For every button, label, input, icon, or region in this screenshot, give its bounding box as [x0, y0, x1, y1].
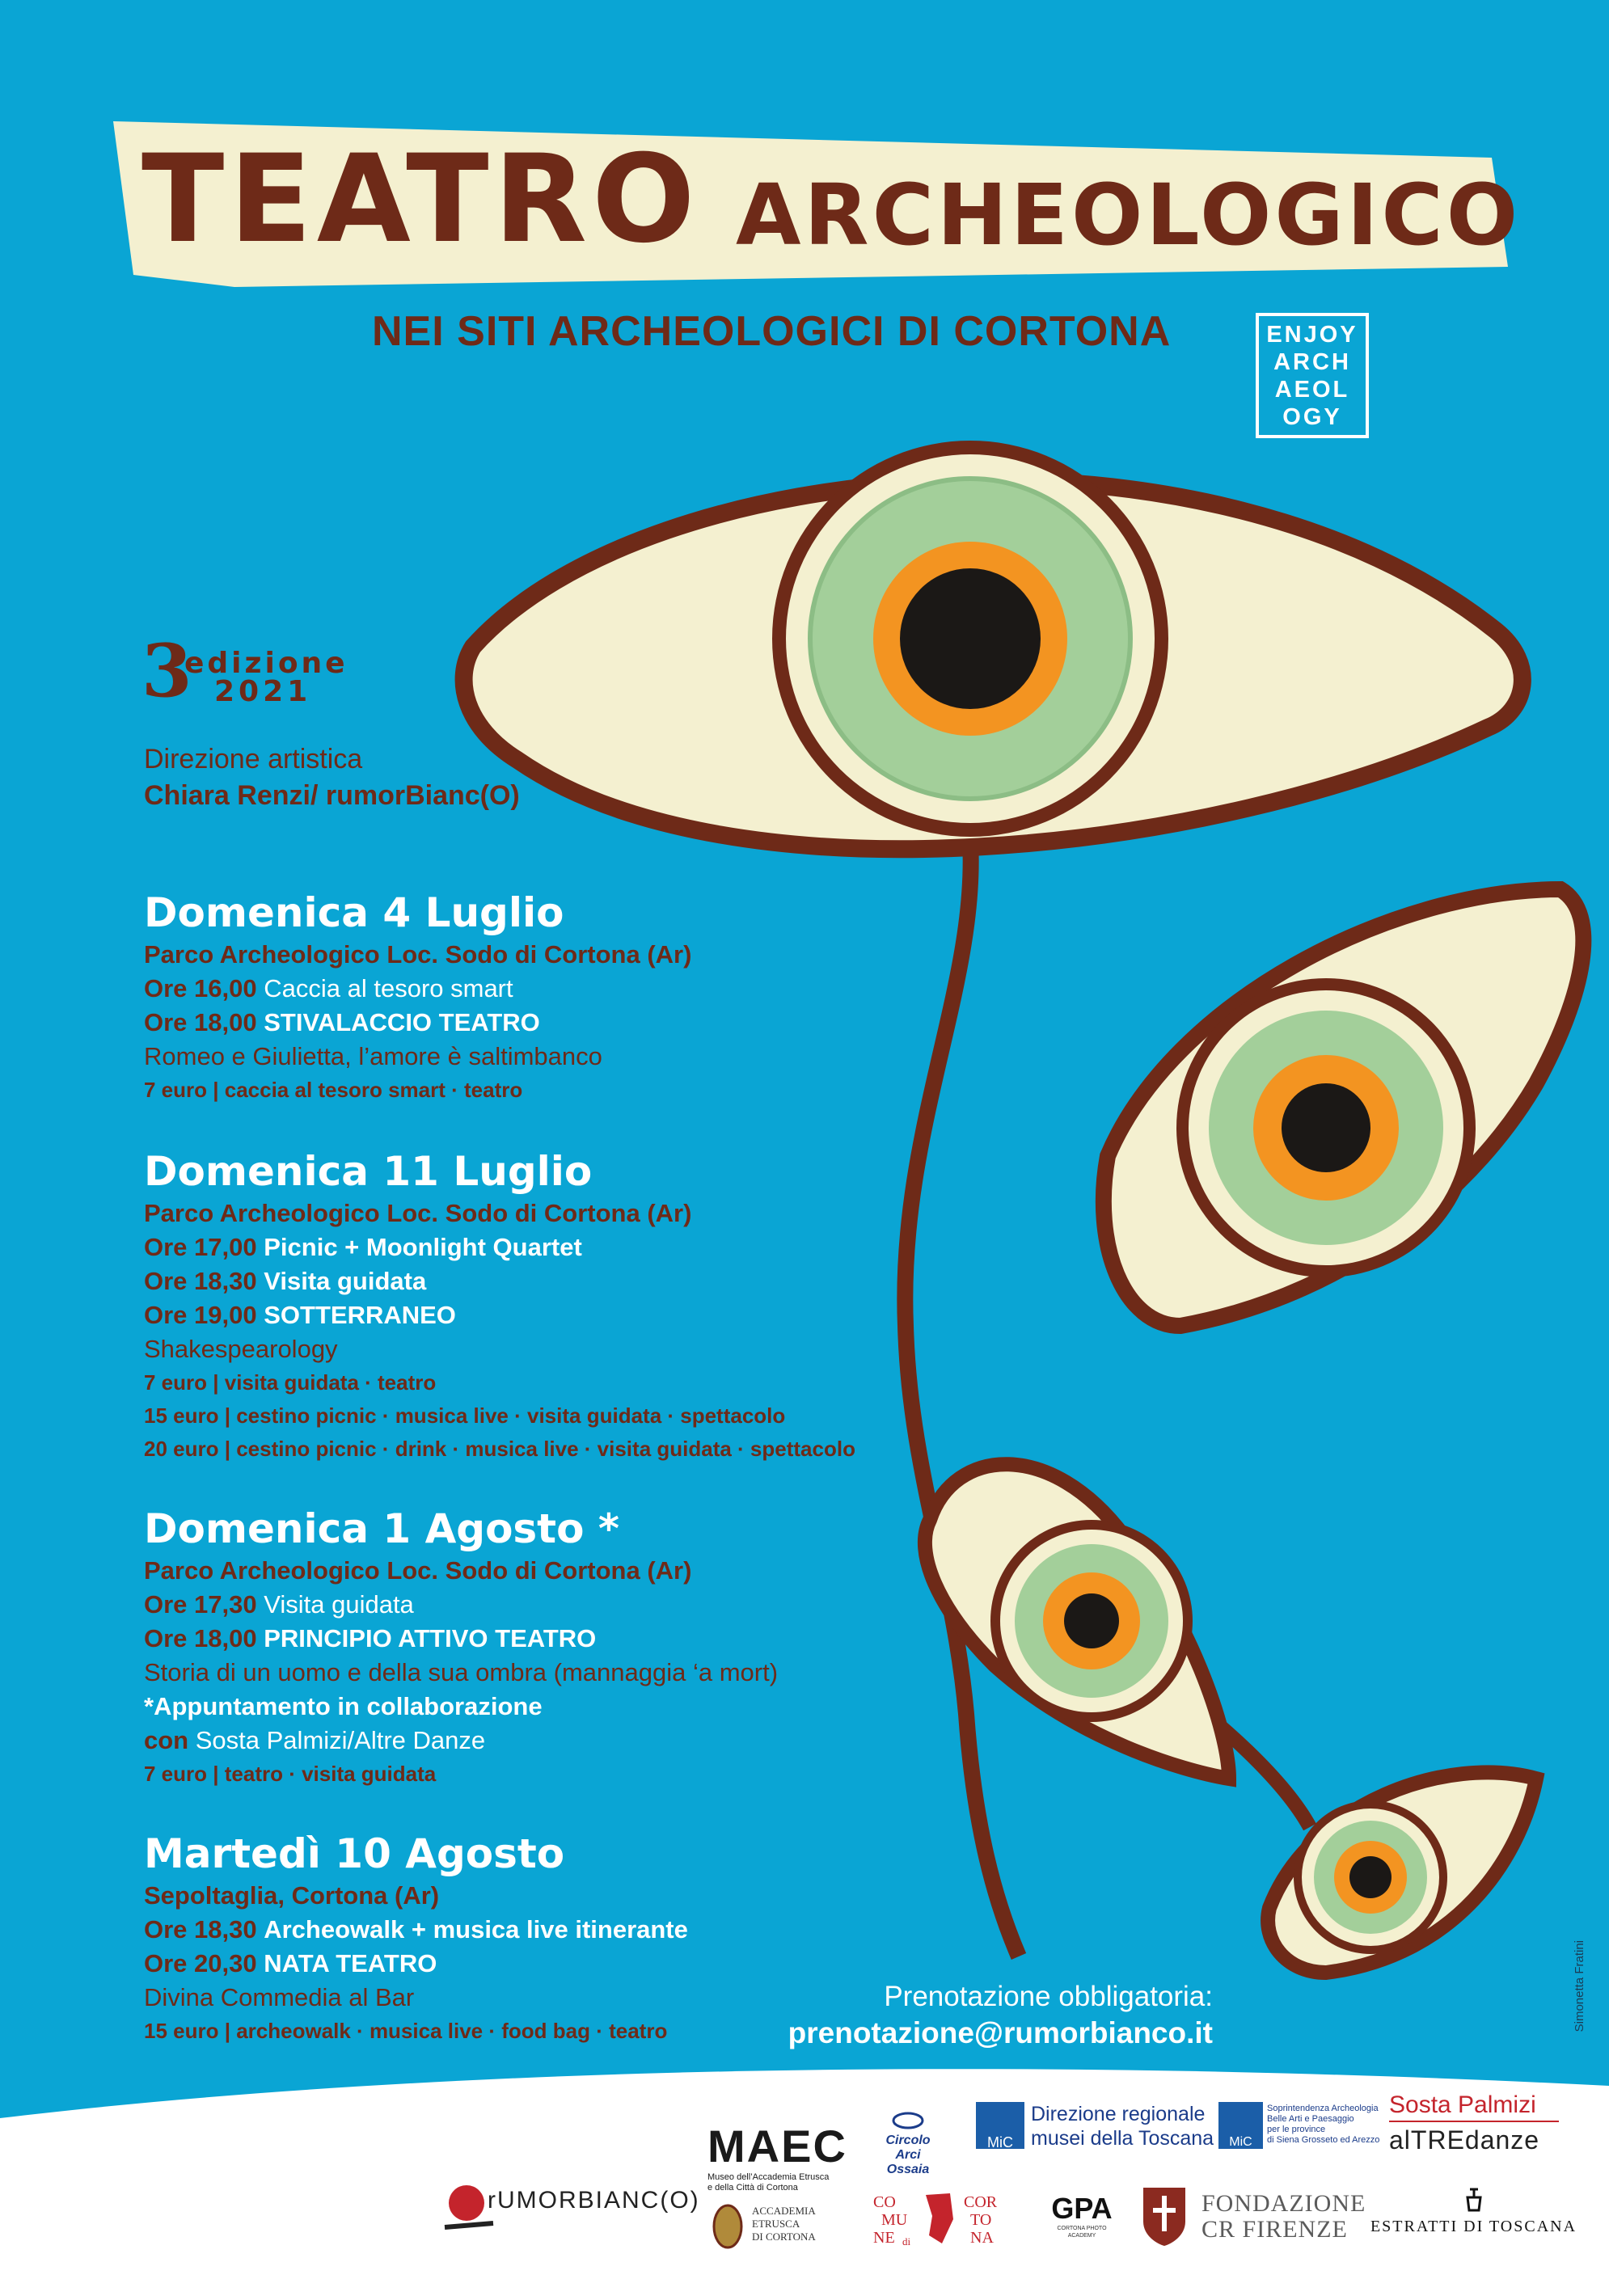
comune-cortona-logo — [873, 2187, 1011, 2260]
gpa-title: GPA — [1051, 2192, 1113, 2225]
arci-emblem-icon — [892, 2112, 924, 2129]
enjoy-archaeology-badge — [1256, 313, 1369, 438]
fondazione-crest-icon — [1138, 2183, 1190, 2247]
event-price: 15 euro | cestino picnic · musica live · visita guidata · spettacolo — [144, 1403, 786, 1428]
cortona-text: COR — [964, 2193, 998, 2211]
mic-emblem: MiC — [976, 2102, 1024, 2149]
maec-logo — [707, 2120, 847, 2193]
sosta-palmizi-logo — [1389, 2090, 1559, 2158]
event-note: *Appuntamento in collaborazione — [144, 1692, 543, 1720]
gpa-logo — [1049, 2193, 1114, 2239]
event-show: Shakespearology — [144, 1335, 338, 1363]
accademia-seal-icon — [712, 2203, 744, 2250]
event-time: Ore 20,30 — [144, 1949, 257, 1977]
direction-name: Chiara Renzi/ rumorBianc(O) — [144, 780, 520, 811]
altre-danze-name: alTREdanze — [1389, 2125, 1540, 2155]
event-4 — [144, 1829, 688, 2048]
badge-line: ARCH — [1273, 349, 1351, 375]
arci-logo — [876, 2112, 940, 2177]
event-activity: Visita guidata — [264, 1267, 427, 1295]
event-date: Martedì 10 Agosto — [144, 1830, 565, 1877]
event-1 — [144, 888, 691, 1107]
subtitle: NEI SITI ARCHEOLOGICI DI CORTONA — [372, 308, 1172, 355]
event-time: Ore 16,00 — [144, 974, 257, 1002]
event-note-partner: Sosta Palmizi/Altre Danze — [195, 1726, 486, 1754]
mic-line: Direzione regionale — [1031, 2103, 1206, 2125]
accademia-line: ETRUSCA — [752, 2218, 800, 2230]
maec-subtitle: e della Città di Cortona — [707, 2183, 798, 2193]
event-price: 7 euro | caccia al tesoro smart · teatro — [144, 1078, 523, 1102]
comune-text: MU — [881, 2211, 908, 2229]
event-activity: Caccia al tesoro smart — [264, 974, 513, 1002]
event-show: Divina Commedia al Bar — [144, 1983, 415, 2011]
arci-name: Circolo Arci — [885, 2134, 931, 2162]
event-activity: Picnic + Moonlight Quartet — [264, 1233, 582, 1261]
edition-number: 3 — [141, 628, 192, 714]
event-note-prefix: con — [144, 1726, 189, 1754]
estratti-name: ESTRATTI DI TOSCANA — [1370, 2218, 1577, 2235]
event-company: SOTTERRANEO — [264, 1301, 456, 1329]
event-time: Ore 18,00 — [144, 1624, 257, 1652]
maec-subtitle: Museo dell’Accademia Etrusca — [707, 2172, 830, 2182]
booking-email[interactable]: prenotazione@rumorbianco.it — [788, 2016, 1213, 2049]
fondazione-line: CR FIRENZE — [1201, 2216, 1348, 2243]
estratti-bottle-icon — [1465, 2188, 1483, 2212]
event-2 — [144, 1146, 855, 1466]
event-show: Romeo e Giulietta, l’amore è saltimbanco — [144, 1042, 602, 1070]
event-price: 15 euro | archeowalk · musica live · food bag · teatro — [144, 2019, 668, 2043]
comune-text: NE — [873, 2229, 895, 2247]
event-time: Ore 19,00 — [144, 1301, 257, 1329]
event-activity: Visita guidata — [264, 1590, 414, 1619]
event-time: Ore 17,00 — [144, 1233, 257, 1261]
sopr-line: Belle Arti e Paesaggio — [1267, 2114, 1354, 2124]
event-3 — [144, 1504, 778, 1791]
comune-lion-icon — [918, 2187, 958, 2245]
rumorbianco-name: rUMORBIANC(O) — [488, 2187, 700, 2214]
event-company: NATA TEATRO — [264, 1949, 437, 1977]
edition-year: 2021 — [214, 675, 312, 708]
maec-title: MAEC — [707, 2121, 847, 2171]
sopr-line: per le province — [1267, 2125, 1326, 2134]
artist-credit: Simonetta Fratini — [1573, 1940, 1586, 2032]
badge-line: ENJOY — [1266, 322, 1358, 348]
badge-line: AEOL — [1274, 377, 1350, 403]
event-company: STIVALACCIO TEATRO — [264, 1008, 540, 1036]
gpa-subtitle: CORTONA PHOTO ACADEMY — [1057, 2226, 1107, 2239]
sopr-line: Soprintendenza Archeologia — [1267, 2104, 1379, 2113]
event-time: Ore 18,00 — [144, 1008, 257, 1036]
comune-text: CO — [873, 2193, 896, 2211]
edition-label: edizione — [184, 647, 348, 680]
event-date: Domenica 11 Luglio — [144, 1148, 593, 1195]
event-time: Ore 18,30 — [144, 1915, 257, 1944]
event-show: Storia di un uomo e della sua ombra (mannaggia ‘a mort) — [144, 1658, 779, 1686]
event-price: 20 euro | cestino picnic · drink · musica live · visita guidata · spettacolo — [144, 1437, 855, 1461]
event-price: 7 euro | visita guidata · teatro — [144, 1370, 437, 1395]
badge-line: OGY — [1282, 404, 1342, 430]
event-date: Domenica 4 Luglio — [144, 889, 564, 936]
event-time: Ore 17,30 — [144, 1590, 257, 1619]
cortona-text: TO — [970, 2211, 992, 2229]
sosta-name: Sosta Palmizi — [1389, 2090, 1559, 2122]
comune-di: di — [902, 2235, 911, 2247]
estratti-di-toscana-logo — [1366, 2188, 1581, 2237]
event-place: Parco Archeologico Loc. Sodo di Cortona (Ar) — [144, 1556, 692, 1585]
mic-line: musei della Toscana — [1031, 2127, 1214, 2150]
event-activity: Archeowalk + musica live itinerante — [264, 1915, 688, 1944]
direction-label: Direzione artistica — [144, 744, 363, 774]
title-teatro: TEATRO — [141, 129, 700, 270]
event-date: Domenica 1 Agosto * — [144, 1505, 619, 1552]
accademia-line: DI CORTONA — [752, 2231, 816, 2243]
fondazione-line: FONDAZIONE — [1201, 2190, 1366, 2217]
mic-emblem: MiC — [1218, 2102, 1263, 2149]
event-place: Parco Archeologico Loc. Sodo di Cortona (Ar) — [144, 1199, 692, 1227]
accademia-line: ACCADEMIA — [752, 2205, 816, 2217]
booking-label: Prenotazione obbligatoria: — [884, 1981, 1213, 2012]
sopr-line: di Siena Grosseto ed Arezzo — [1267, 2135, 1380, 2145]
event-time: Ore 18,30 — [144, 1267, 257, 1295]
cortona-text: NA — [970, 2229, 994, 2247]
event-place: Parco Archeologico Loc. Sodo di Cortona (Ar) — [144, 940, 692, 969]
booking-info — [788, 1979, 1213, 2052]
arci-place: Ossaia — [886, 2163, 930, 2176]
title-archeologico: ARCHEOLOGICO — [736, 166, 1522, 264]
event-price: 7 euro | teatro · visita guidata — [144, 1762, 437, 1786]
event-place: Sepoltaglia, Cortona (Ar) — [144, 1881, 440, 1910]
event-company: PRINCIPIO ATTIVO TEATRO — [264, 1624, 597, 1652]
